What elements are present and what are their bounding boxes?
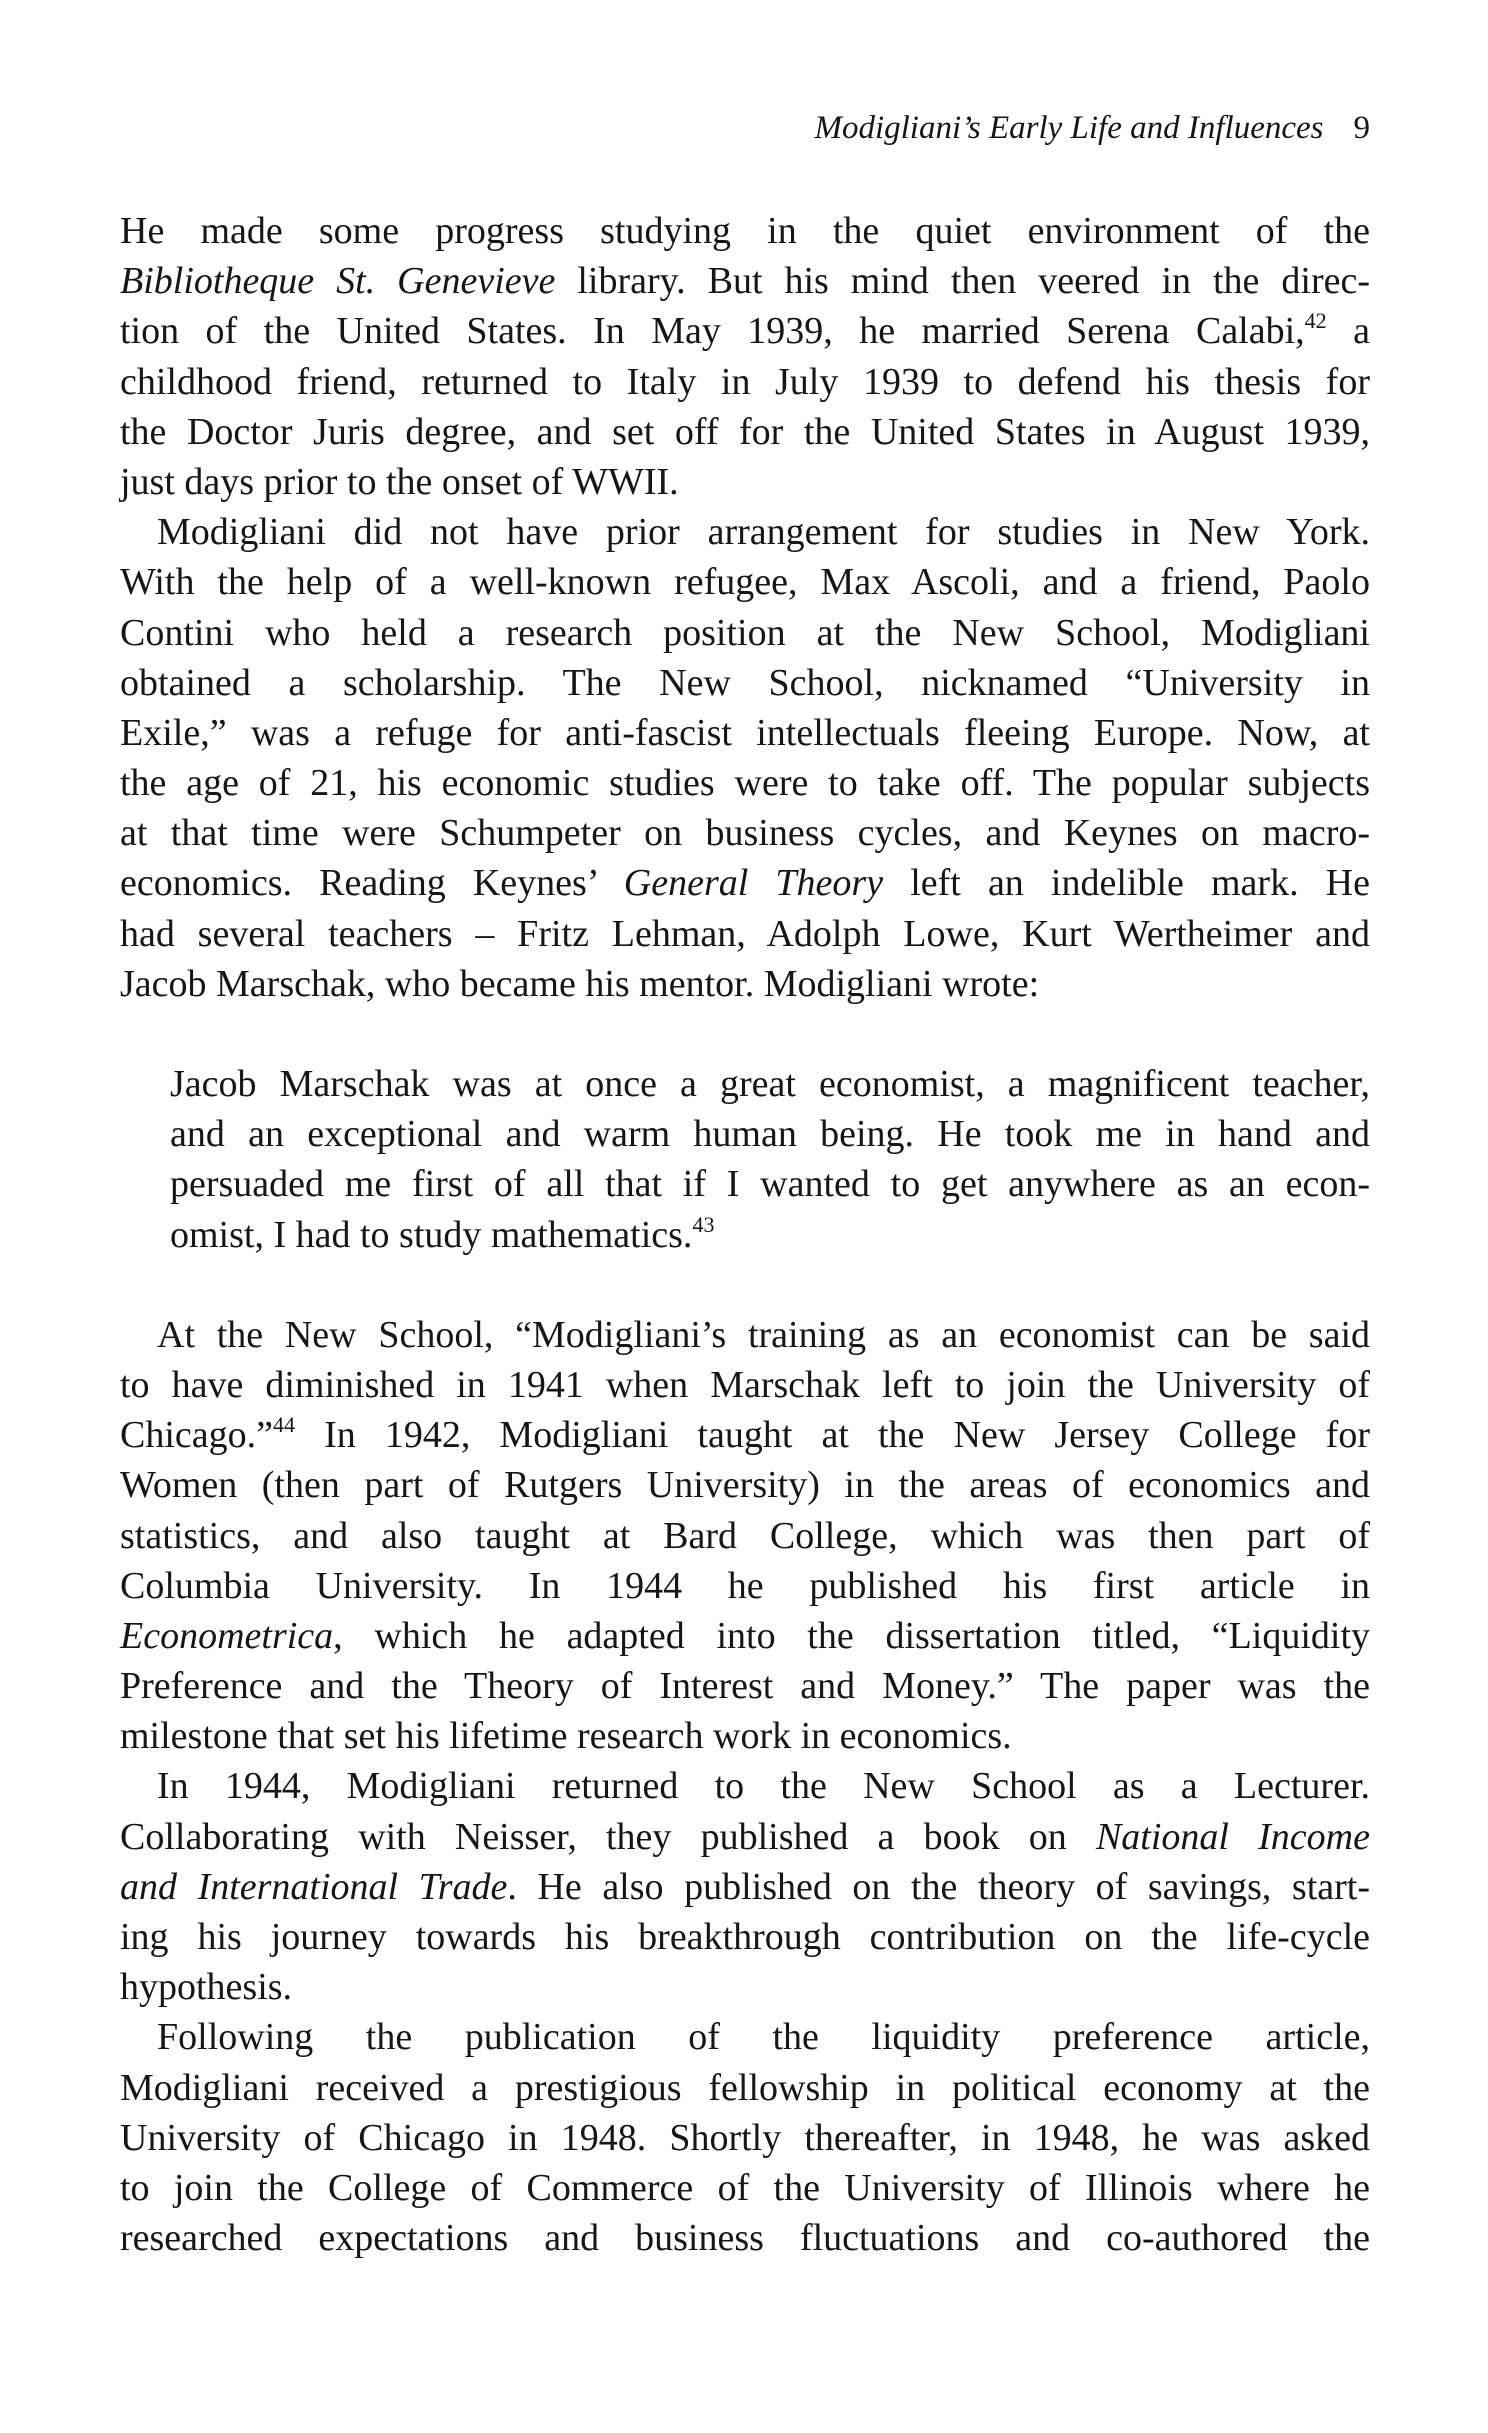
text-line: had several teachers – Fritz Lehman, Adolph Lowe, Kurt Wertheimer and — [120, 912, 1370, 955]
block-quote — [120, 1059, 1370, 1260]
quote-line: persuaded me first of all that if I wanted to get anywhere as an econ- — [170, 1163, 1370, 1206]
text-line: Following the publication of the liquidity preference article, — [157, 2016, 1370, 2059]
text-line: Econometrica, which he adapted into the dissertation titled, “Liquidity — [120, 1614, 1370, 1657]
text-line: obtained a scholarship. The New School, nicknamed “University in — [120, 661, 1370, 704]
text-line: Jacob Marschak, who became his mentor. Modigliani wrote: — [120, 962, 1040, 1005]
text-line: and International Trade. He also published on the theory of savings, start- — [120, 1865, 1371, 1908]
footnote-ref-44[interactable]: 44 — [273, 1412, 296, 1438]
text-line: hypothesis. — [120, 1966, 293, 2009]
paragraph-4 — [120, 1761, 1370, 2012]
text-line: to join the College of Commerce of the University of Illinois where he — [120, 2166, 1370, 2209]
text-line: Preference and the Theory of Interest and Money.” The paper was the — [120, 1665, 1370, 1708]
text-line: at that time were Schumpeter on business cycles, and Keynes on macro- — [120, 812, 1370, 855]
text-line: ing his journey towards his breakthrough contribution on the life-cycle — [120, 1916, 1370, 1958]
text-line: University of Chicago in 1948. Shortly thereafter, in 1948, he was asked — [120, 2116, 1370, 2159]
text-line: the age of 21, his economic studies were to take off. The popular subjects — [120, 762, 1370, 805]
text-line: statistics, and also taught at Bard College, which was then part of — [120, 1514, 1370, 1557]
italic-title-national-income: National Income — [1095, 1815, 1370, 1858]
body-text — [120, 206, 1370, 2263]
text-line: Collaborating with Neisser, they published a book on National Income — [120, 1815, 1370, 1858]
text-line: Columbia University. In 1944 he published his first article in — [120, 1564, 1370, 1607]
text-line: At the New School, “Modigliani’s training as an economist can be said — [157, 1313, 1370, 1356]
footnote-ref-42[interactable]: 42 — [1304, 308, 1327, 334]
text-line: milestone that set his lifetime research work in economics. — [120, 1715, 1012, 1758]
quote-line: omist, I had to study mathematics.$^{43}$ — [170, 1211, 715, 1256]
text-line: economics. Reading Keynes’ General Theory left an indelible mark. He — [120, 862, 1370, 905]
paragraph-5 — [120, 2012, 1370, 2263]
text-line: In 1944, Modigliani returned to the New School as a Lecturer. — [157, 1765, 1370, 1808]
text-line: tion of the United States. In May 1939, he married Serena Calabi,$^{42}$ a — [120, 308, 1370, 353]
text-line: Modigliani did not have prior arrangement for studies in New York. — [157, 511, 1370, 554]
running-head — [814, 108, 1370, 148]
italic-title-general-theory: General Theory — [623, 862, 884, 905]
text-line: childhood friend, returned to Italy in July 1939 to defend his thesis for — [120, 360, 1370, 403]
quote-line: Jacob Marschak was at once a great economist, a magnificent teacher, — [170, 1063, 1370, 1105]
quote-line: and an exceptional and warm human being. He took me in hand and — [170, 1113, 1370, 1156]
page-number: 9 — [1353, 110, 1370, 146]
text-line: Exile,” was a refuge for anti-fascist intellectuals fleeing Europe. Now, at — [120, 711, 1370, 754]
text-line: Women (then part of Rutgers University) in the areas of economics and — [120, 1464, 1370, 1507]
text-line: the Doctor Juris degree, and set off for the United States in August 1939, — [120, 410, 1370, 453]
italic-title-bibliotheque: Bibliotheque St. Genevieve — [120, 260, 556, 303]
footnote-ref-43[interactable]: 43 — [692, 1211, 715, 1237]
text-line: Modigliani received a prestigious fellowship in political economy at the — [120, 2066, 1370, 2109]
text-line: researched expectations and business fluctuations and co-authored the — [120, 2217, 1370, 2260]
text-line: Chicago.”$^{44}$ In 1942, Modigliani taught at the New Jersey College for — [120, 1412, 1370, 1457]
italic-title-econometrica: Econometrica — [120, 1614, 334, 1657]
text-line: Bibliotheque St. Genevieve library. But his mind then veered in the direc- — [120, 260, 1370, 303]
paragraph-3 — [120, 1310, 1370, 1762]
text-line: to have diminished in 1941 when Marschak left to join the University of — [120, 1363, 1370, 1406]
paragraph-1 — [120, 206, 1370, 507]
text-line: He made some progress studying in the quiet environment of the — [120, 210, 1370, 252]
text-line: With the help of a well-known refugee, Max Ascoli, and a friend, Paolo — [120, 561, 1370, 604]
italic-title-international-trade: and International Trade — [120, 1865, 508, 1908]
text-line: just days prior to the onset of WWII. — [120, 460, 679, 503]
running-head-title: Modigliani’s Early Life and Influences — [814, 110, 1324, 146]
text-line: Contini who held a research position at the New School, Modigliani — [120, 611, 1370, 654]
paragraph-2 — [120, 507, 1370, 1009]
